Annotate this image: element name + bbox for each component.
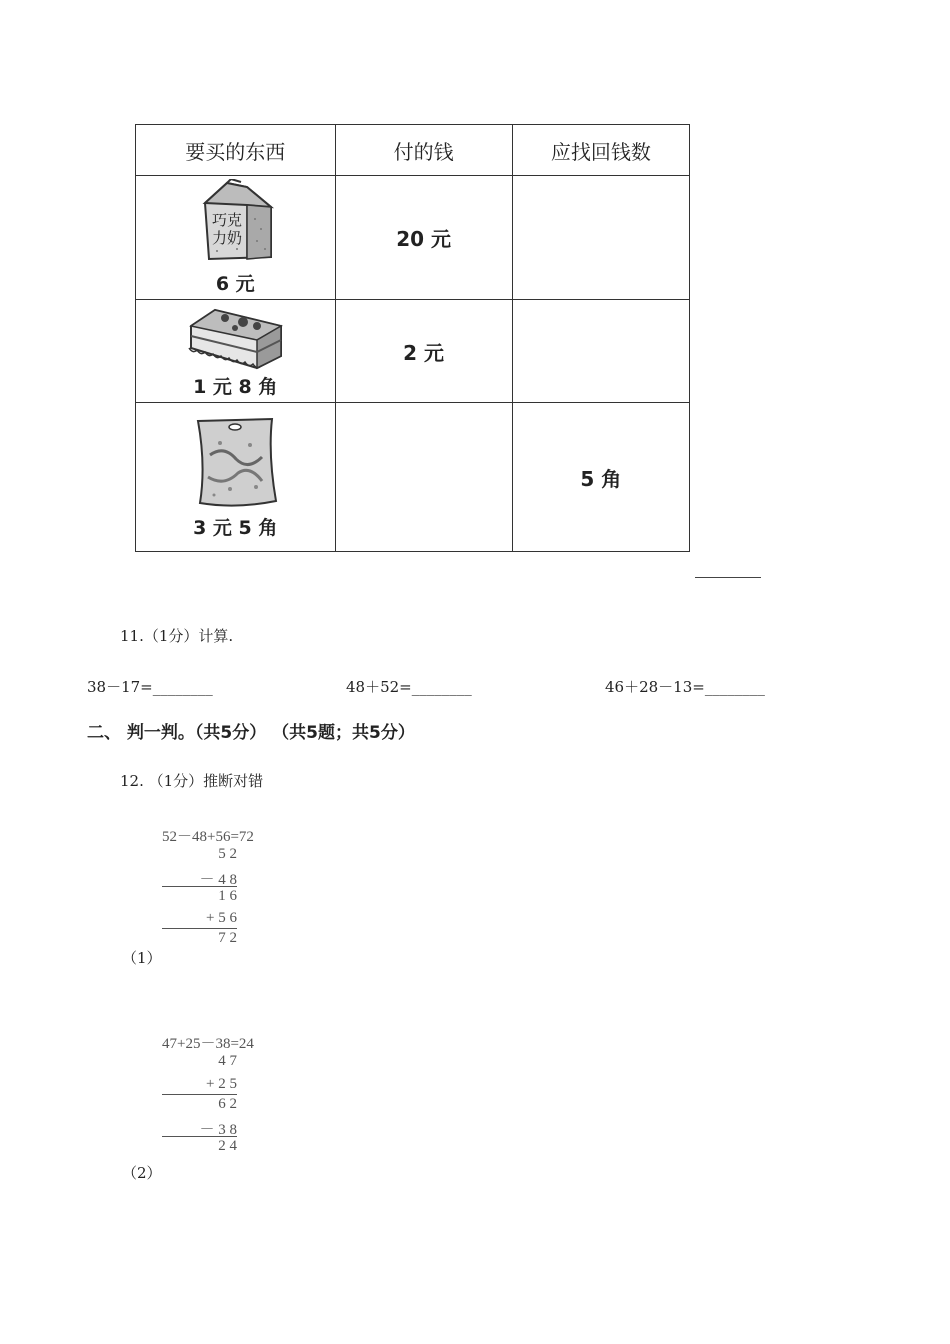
section-2-title: 二、 判一判。（共5分） （共5题；共5分） xyxy=(87,723,415,743)
table-row xyxy=(136,300,690,403)
calc-rule xyxy=(162,928,237,929)
calc-row: － 3 8 xyxy=(199,1122,237,1138)
paid-cell xyxy=(335,300,512,403)
calc-row: 4 7 xyxy=(218,1053,237,1069)
calc-row: 1 6 xyxy=(218,888,237,904)
item-price: 3 元 5 角 xyxy=(193,516,278,539)
change-cell xyxy=(512,300,689,403)
table-row xyxy=(136,403,690,552)
calc-row: 5 2 xyxy=(218,846,237,862)
calc-rule xyxy=(162,886,237,887)
header-change: 应找回钱数 xyxy=(512,125,689,176)
change-value: 5 角 xyxy=(580,466,622,491)
calc-expression: 47+25－38=24 xyxy=(162,1036,254,1052)
item-price: 1 元 8 角 xyxy=(193,375,278,398)
calc-row: + 2 5 xyxy=(206,1076,237,1092)
calc-row: 7 2 xyxy=(218,930,237,946)
q11-item-1[interactable]: 38－17=________ xyxy=(87,678,213,696)
calc-expression: 52－48+56=72 xyxy=(162,829,254,845)
paid-cell xyxy=(335,176,512,300)
snack-bag-image xyxy=(190,415,280,511)
calc-row: 2 4 xyxy=(218,1138,237,1154)
paid-value: 2 元 xyxy=(403,340,445,365)
item-price: 6 元 xyxy=(215,273,255,295)
change-cell xyxy=(512,176,689,300)
calc-row: 6 2 xyxy=(218,1096,237,1112)
q12-part-1-label: （1） xyxy=(122,949,162,967)
carton-label-bottom: 力奶 xyxy=(212,229,243,247)
carton-label-top: 巧克 xyxy=(212,211,243,229)
header-paid: 付的钱 xyxy=(335,125,512,176)
cake-image xyxy=(185,304,285,370)
shopping-table xyxy=(135,124,690,552)
item-cell xyxy=(136,300,336,403)
paid-cell xyxy=(335,403,512,552)
calc-row: + 5 6 xyxy=(206,910,237,926)
table-row xyxy=(136,176,690,300)
table-header-row xyxy=(136,125,690,176)
q11-title: 11.（1分）计算. xyxy=(120,627,234,645)
answer-blank[interactable] xyxy=(695,577,761,578)
q12-title: 12. （1分）推断对错 xyxy=(120,772,264,790)
change-cell xyxy=(512,403,689,552)
calc-rule xyxy=(162,1136,237,1137)
paid-value: 20 元 xyxy=(396,227,452,251)
calc-rule xyxy=(162,1094,237,1095)
header-item: 要买的东西 xyxy=(136,125,336,176)
q11-item-2[interactable]: 48＋52=________ xyxy=(346,678,472,696)
q11-item-3[interactable]: 46＋28－13=________ xyxy=(605,678,765,696)
milk-carton-image xyxy=(187,179,283,267)
calc-row: － 4 8 xyxy=(199,872,237,888)
item-cell xyxy=(136,403,336,552)
q12-part-2-label: （2） xyxy=(122,1164,162,1182)
item-cell xyxy=(136,176,336,300)
